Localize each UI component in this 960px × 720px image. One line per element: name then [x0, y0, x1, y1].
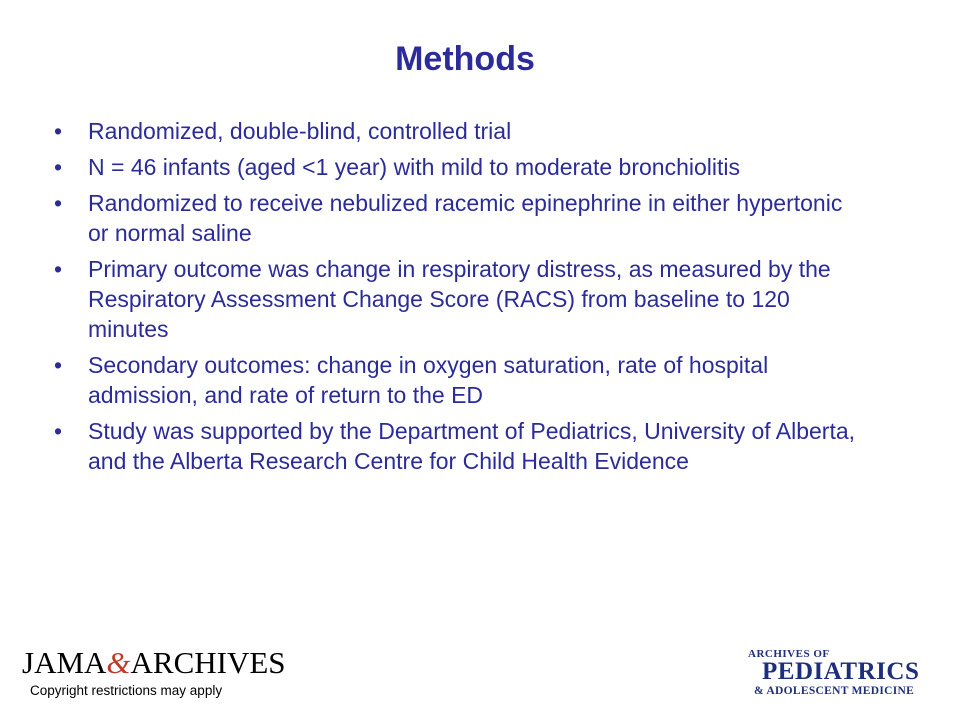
bullet-text: Secondary outcomes: change in oxygen saturation, rate of hospital admission, and rate of return to the ED	[88, 352, 769, 408]
bullet-text: N = 46 infants (aged <1 year) with mild to moderate bronchiolitis	[88, 154, 740, 180]
slide-title: Methods	[395, 40, 535, 78]
jama-archives-logo	[22, 646, 286, 680]
bullet-marker: •	[54, 154, 63, 180]
archives-pediatrics-logo	[748, 648, 948, 698]
bullet-text: Randomized to receive nebulized racemic epinephrine in either hypertonic or normal saline	[88, 190, 843, 246]
bullet-item	[52, 116, 862, 146]
bullet-item	[52, 350, 862, 410]
bullet-item	[52, 254, 862, 344]
logo-archives-text: ARCHIVES	[130, 645, 286, 680]
logo-line-archives-of: ARCHIVES OF	[748, 648, 830, 660]
bullet-marker: •	[54, 256, 63, 282]
bullet-item	[52, 152, 862, 182]
bullet-item	[52, 188, 862, 248]
copyright-notice: Copyright restrictions may apply	[30, 683, 223, 698]
bullet-list	[52, 116, 862, 482]
logo-ampersand: &	[106, 645, 131, 680]
bullet-marker: •	[54, 118, 63, 144]
footer-left	[22, 646, 286, 698]
bullet-marker: •	[54, 352, 63, 378]
bullet-marker: •	[54, 190, 63, 216]
bullet-marker: •	[54, 418, 63, 444]
logo-jama-text: JAMA	[22, 645, 107, 680]
bullet-text: Study was supported by the Department of Pediatrics, University of Alberta, and the Alberta Research Centre for Child Health Evidence	[88, 418, 856, 474]
logo-line-pediatrics: PEDIATRICS	[762, 658, 920, 685]
bullet-text: Primary outcome was change in respiratory distress, as measured by the Respiratory Assessment Change Score (RACS) from baseline to 120 minutes	[88, 256, 831, 342]
bullet-text: Randomized, double-blind, controlled trial	[88, 118, 512, 144]
bullet-item	[52, 416, 862, 476]
logo-line-adolescent-medicine: & ADOLESCENT MEDICINE	[754, 685, 915, 697]
